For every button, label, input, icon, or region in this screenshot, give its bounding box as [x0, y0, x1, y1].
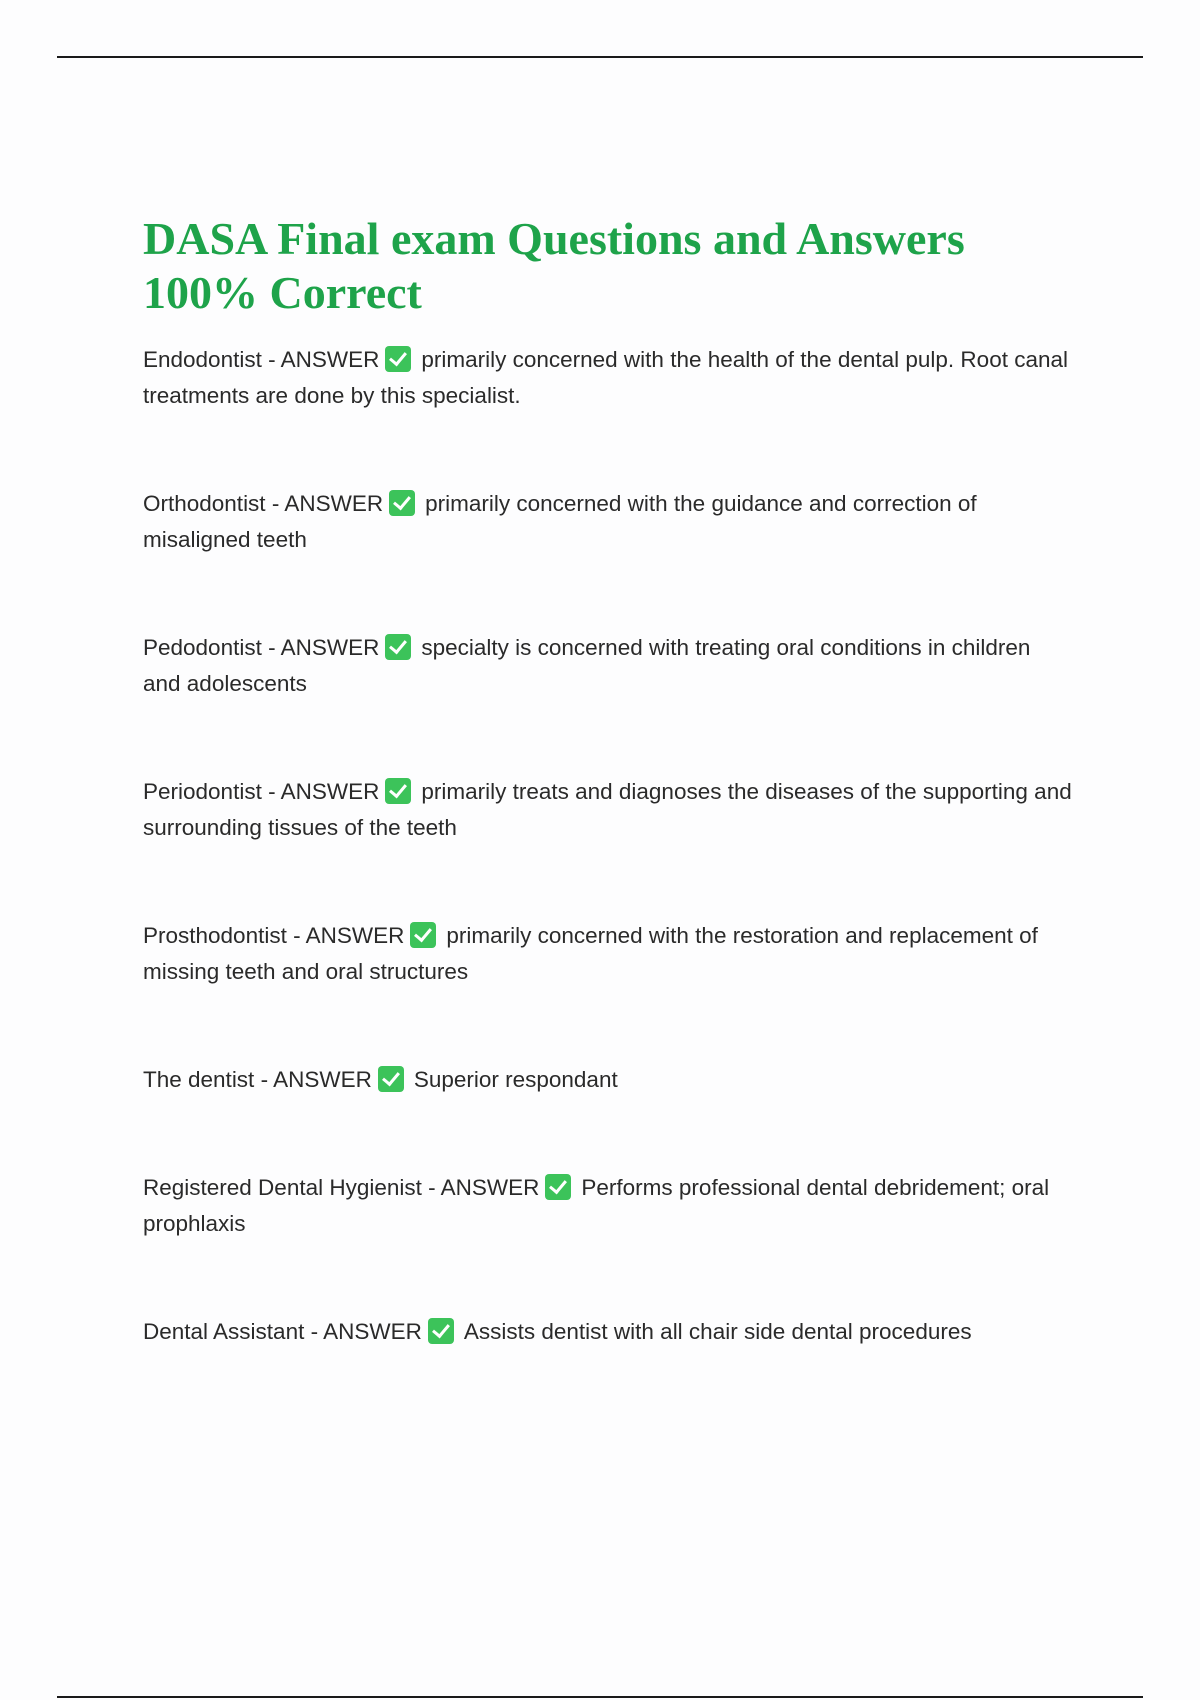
check-mark-icon: [428, 1318, 454, 1344]
qa-answer: specialty is concerned with treating oral conditions in children and adolescents: [143, 635, 1031, 696]
title-line-2: 100% Correct: [143, 267, 422, 318]
check-mark-icon: [378, 1066, 404, 1092]
check-mark-icon: [385, 634, 411, 660]
qa-answer: primarily concerned with the health of the dental pulp. Root canal treatments are done by this specialist.: [143, 347, 1068, 408]
qa-item: [143, 342, 1073, 414]
qa-answer: primarily treats and diagnoses the diseases of the supporting and surrounding tissues of the teeth: [143, 779, 1072, 840]
qa-answer: Superior respondant: [413, 1067, 618, 1092]
check-mark-icon: [389, 490, 415, 516]
qa-item: [143, 774, 1073, 846]
bottom-rule: [57, 1696, 1143, 1698]
check-mark-icon: [385, 778, 411, 804]
qa-item: [143, 1062, 1073, 1098]
check-mark-icon: [545, 1174, 571, 1200]
qa-item: [143, 1314, 1073, 1350]
qa-answer: Assists dentist with all chair side dental procedures: [463, 1319, 972, 1344]
qa-answer: primarily concerned with the restoration and replacement of missing teeth and oral structures: [143, 923, 1038, 984]
qa-item: [143, 1170, 1073, 1242]
qa-term: Orthodontist - ANSWER: [143, 491, 384, 516]
check-mark-icon: [385, 346, 411, 372]
qa-item: [143, 486, 1073, 558]
qa-term: Dental Assistant - ANSWER: [143, 1319, 422, 1344]
qa-term: Endodontist - ANSWER: [143, 347, 380, 372]
qa-answer: Performs professional dental debridement; oral prophlaxis: [143, 1175, 1050, 1236]
top-rule: [57, 56, 1143, 58]
qa-term: The dentist - ANSWER: [143, 1067, 372, 1092]
qa-term: Prosthodontist - ANSWER: [143, 923, 405, 948]
qa-term: Pedodontist - ANSWER: [143, 635, 380, 660]
qa-item: [143, 918, 1073, 990]
document-title: [143, 212, 1083, 320]
qa-item: [143, 630, 1073, 702]
qa-answer: primarily concerned with the guidance and correction of misaligned teeth: [143, 491, 977, 552]
qa-term: Registered Dental Hygienist - ANSWER: [143, 1175, 540, 1200]
title-line-1: DASA Final exam Questions and Answers: [143, 213, 965, 264]
check-mark-icon: [410, 922, 436, 948]
qa-term: Periodontist - ANSWER: [143, 779, 380, 804]
